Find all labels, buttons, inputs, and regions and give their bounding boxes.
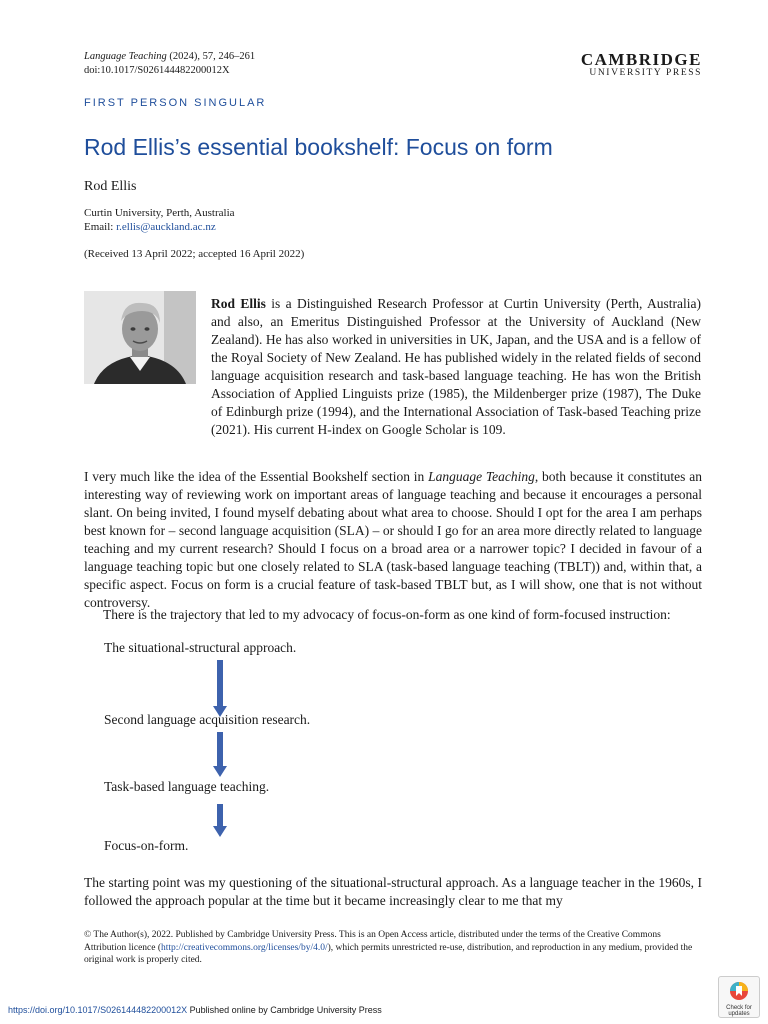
body-paragraph-3: The starting point was my questioning of the situational-structural approach. As a language teacher in the 1960s, I followed the approach popular at the time but it became increasingly clear to me that my bbox=[84, 875, 702, 908]
publisher-name: CAMBRIDGE bbox=[580, 50, 702, 69]
crossmark-icon bbox=[729, 981, 749, 1003]
author-photo bbox=[84, 291, 196, 384]
para1-part-a: I very much like the idea of the Essential Bookshelf section in bbox=[84, 469, 429, 484]
section-label: FIRST PERSON SINGULAR bbox=[84, 97, 267, 109]
check-for-updates-badge[interactable] bbox=[718, 976, 760, 1018]
flow-step-2: Second language acquisition research. bbox=[104, 712, 311, 727]
badge-label bbox=[719, 1005, 759, 1017]
flow-arrow-3 bbox=[212, 804, 228, 838]
article-title: Rod Ellis’s essential bookshelf: Focus on form bbox=[84, 134, 553, 160]
journal-name: Language Teaching bbox=[84, 51, 167, 62]
flow-arrow-1 bbox=[212, 660, 228, 718]
email-link[interactable]: r.ellis@auckland.ac.nz bbox=[116, 221, 216, 233]
para1-part-b: , both because it constitutes an interesting way of reviewing work on important areas of language teaching and because it encourages a personal slant. On being invited, I found myself debating about what area to choose. Should I opt for the area I am perhaps best known for – second language acquisition (SLA) – or should I go for an area more directly related to language teaching and my current research? Should I focus on a broad area or a narrower topic? I decided in favour of a language teaching topic but one closely related to SLA (task-based language teaching (TBLT)) and, within that, a specific aspect. Focus on form is a crucial feature of task-based TBLT but, as I will show, one that is not without controversy. bbox=[84, 469, 702, 610]
badge-line-1: Check for bbox=[726, 1005, 752, 1011]
author-bio bbox=[211, 295, 701, 439]
copyright-text-a: © The Author(s), 2022. Published by Cambridge University Press. This is an Open Access article, distributed under the terms of the Creative Commons Attribution licence ( bbox=[84, 930, 661, 953]
publisher-logo bbox=[581, 52, 702, 79]
publisher-subtitle: UNIVERSITY PRESS bbox=[589, 68, 702, 78]
journal-meta: (2024), 57, 246–261 bbox=[169, 51, 256, 62]
license-link[interactable]: http://creativecommons.org/licenses/by/4.0/ bbox=[161, 942, 328, 953]
body-paragraph-1 bbox=[84, 468, 702, 612]
publication-footer bbox=[8, 1005, 382, 1015]
copyright-text-b: ), which permits unrestricted re-use, distribution, and reproduction in any medium, provided the original work is properly cited. bbox=[84, 942, 693, 965]
affiliation: Curtin University, Perth, Australia bbox=[84, 207, 235, 219]
doi-link[interactable]: https://doi.org/10.1017/S026144482200012X bbox=[8, 1005, 188, 1015]
flow-step-1: The situational-structural approach. bbox=[104, 640, 297, 655]
badge-line-2: updates bbox=[728, 1011, 750, 1017]
flow-step-4: Focus-on-form. bbox=[104, 838, 189, 853]
author-affiliation-block bbox=[84, 206, 235, 234]
flow-step-3: Task-based language teaching. bbox=[104, 779, 270, 794]
email-label: Email: bbox=[84, 221, 117, 233]
para1-journal-italic: Language Teaching bbox=[428, 469, 535, 484]
email-line bbox=[84, 220, 235, 234]
journal-doi: doi:10.1017/S026144482200012X bbox=[84, 65, 230, 76]
bio-name: Rod Ellis bbox=[211, 296, 266, 311]
journal-citation bbox=[84, 50, 255, 78]
author-name: Rod Ellis bbox=[84, 179, 137, 194]
received-dates: (Received 13 April 2022; accepted 16 April 2022) bbox=[84, 248, 305, 260]
body-paragraph-2: There is the trajectory that led to my advocacy of focus-on-form as one kind of form-focused instruction: bbox=[103, 607, 671, 622]
bio-text: is a Distinguished Research Professor at Curtin University (Perth, Australia) and also, an Emeritus Distinguished Professor at the University of Auckland (New Zealand). He has also worked in universities in UK, Japan, and the USA and is a fellow of the Royal Society of New Zealand. He has published widely in the related fields of second language acquisition research and task-based language teaching. He has won the British Association of Applied Linguists prize (1985), the Mildenberger prize (1987), The Duke of Edinburgh prize (1994), and the International Association of Task-based Teaching prize (2021). His current H-index on Google Scholar is 109. bbox=[211, 296, 701, 437]
flow-arrow-2 bbox=[212, 732, 228, 778]
published-online: Published online by Cambridge University Press bbox=[187, 1005, 382, 1015]
copyright-notice bbox=[84, 929, 702, 967]
